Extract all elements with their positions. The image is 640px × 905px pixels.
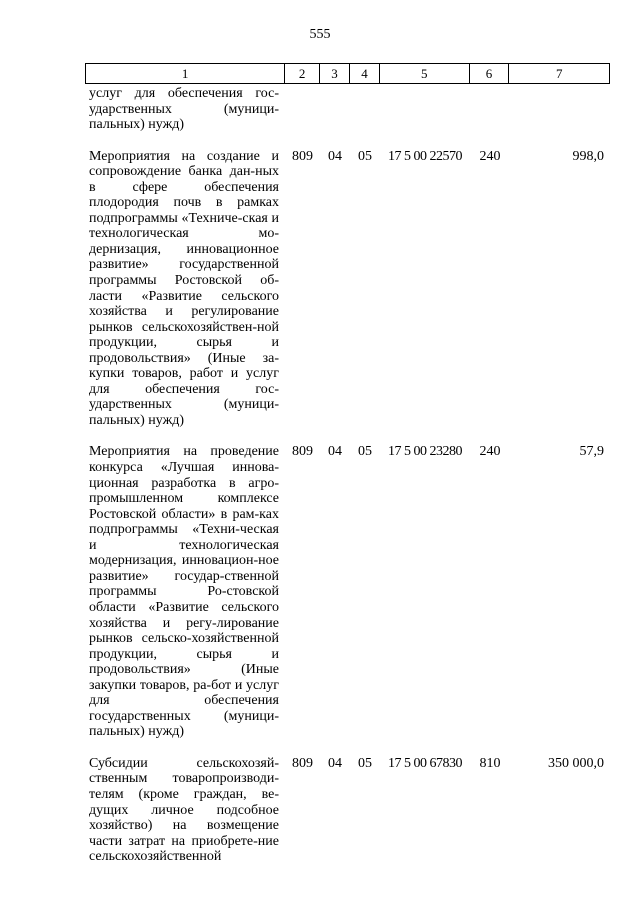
table-row [85, 444, 610, 739]
row-col-2: 809 [292, 444, 313, 460]
page-number: 555 [309, 27, 331, 42]
header-col-3: 3 [320, 64, 350, 83]
table-body [85, 86, 610, 865]
table-row [85, 86, 610, 133]
row-col-6: 240 [479, 148, 501, 164]
table-header [85, 63, 610, 84]
row-col-3: 04 [328, 755, 342, 771]
row-col-2: 809 [292, 148, 313, 164]
row-col-6: 810 [479, 755, 501, 771]
row-col-7: 350 000,0 [548, 755, 604, 771]
row-col-5: 17 5 00 67830 [388, 755, 462, 771]
row-col-3: 04 [328, 444, 342, 460]
row-col-4: 05 [358, 755, 372, 771]
row-col-2: 809 [292, 755, 313, 771]
header-col-5: 5 [380, 64, 470, 83]
row-col-5: 17 5 00 23280 [388, 444, 462, 460]
table-row [85, 149, 610, 429]
row-description: Мероприятия на создание и сопровождение банка дан-ных в сфере обеспечения плодородия почв в рамках подпрограммы «Техниче-ская и технологическая мо-дернизация, инновационное развитие» государственной программы Ростовской об-ласти «Развитие сельского хозяйства и регулирование рынков сельскохозяйствен-ной продукции, сырья и продовольствия» (Иные за-купки товаров, работ и услуг для обеспечения гос-ударственных (муници-пальных) нужд) [89, 148, 279, 428]
table-row [85, 756, 610, 865]
row-col-6: 240 [479, 444, 501, 460]
row-col-3: 04 [328, 148, 342, 164]
row-col-7: 57,9 [579, 444, 604, 460]
header-col-2: 2 [285, 64, 320, 83]
row-col-4: 05 [358, 444, 372, 460]
header-col-6: 6 [470, 64, 510, 83]
header-col-4: 4 [350, 64, 380, 83]
row-col-5: 17 5 00 22570 [388, 148, 462, 164]
row-col-4: 05 [358, 148, 372, 164]
header-col-7: 7 [555, 66, 563, 81]
row-description: Мероприятия на проведение конкурса «Лучшая иннова-ционная разработка в агро-промышленном комплексе Ростовской области» в рам-ках подпрограммы «Техни-ческая и технологическая модернизация, инновацион-ное развитие» государ-ственной программы Ро-стовской области «Развитие сельского хозяйства и регу-лирование рынков сельско-хозяйственной продукции, сырья и продовольствия» (Иные закупки товаров, ра-бот и услуг для обеспечения государственных (муници-пальных) нужд) [89, 444, 279, 740]
header-col-1: 1 [86, 64, 285, 83]
row-description: Субсидии сельскохозяй-ственным товаропроизводи-телям (кроме граждан, ве-дущих личное подсобное хозяйство) на возмещение части затрат на приобрете-ние сельскохозяйственной [89, 755, 279, 865]
row-col-7: 998,0 [572, 148, 604, 164]
row-description: услуг для обеспечения гос-ударственных (муници-пальных) нужд) [89, 86, 279, 133]
